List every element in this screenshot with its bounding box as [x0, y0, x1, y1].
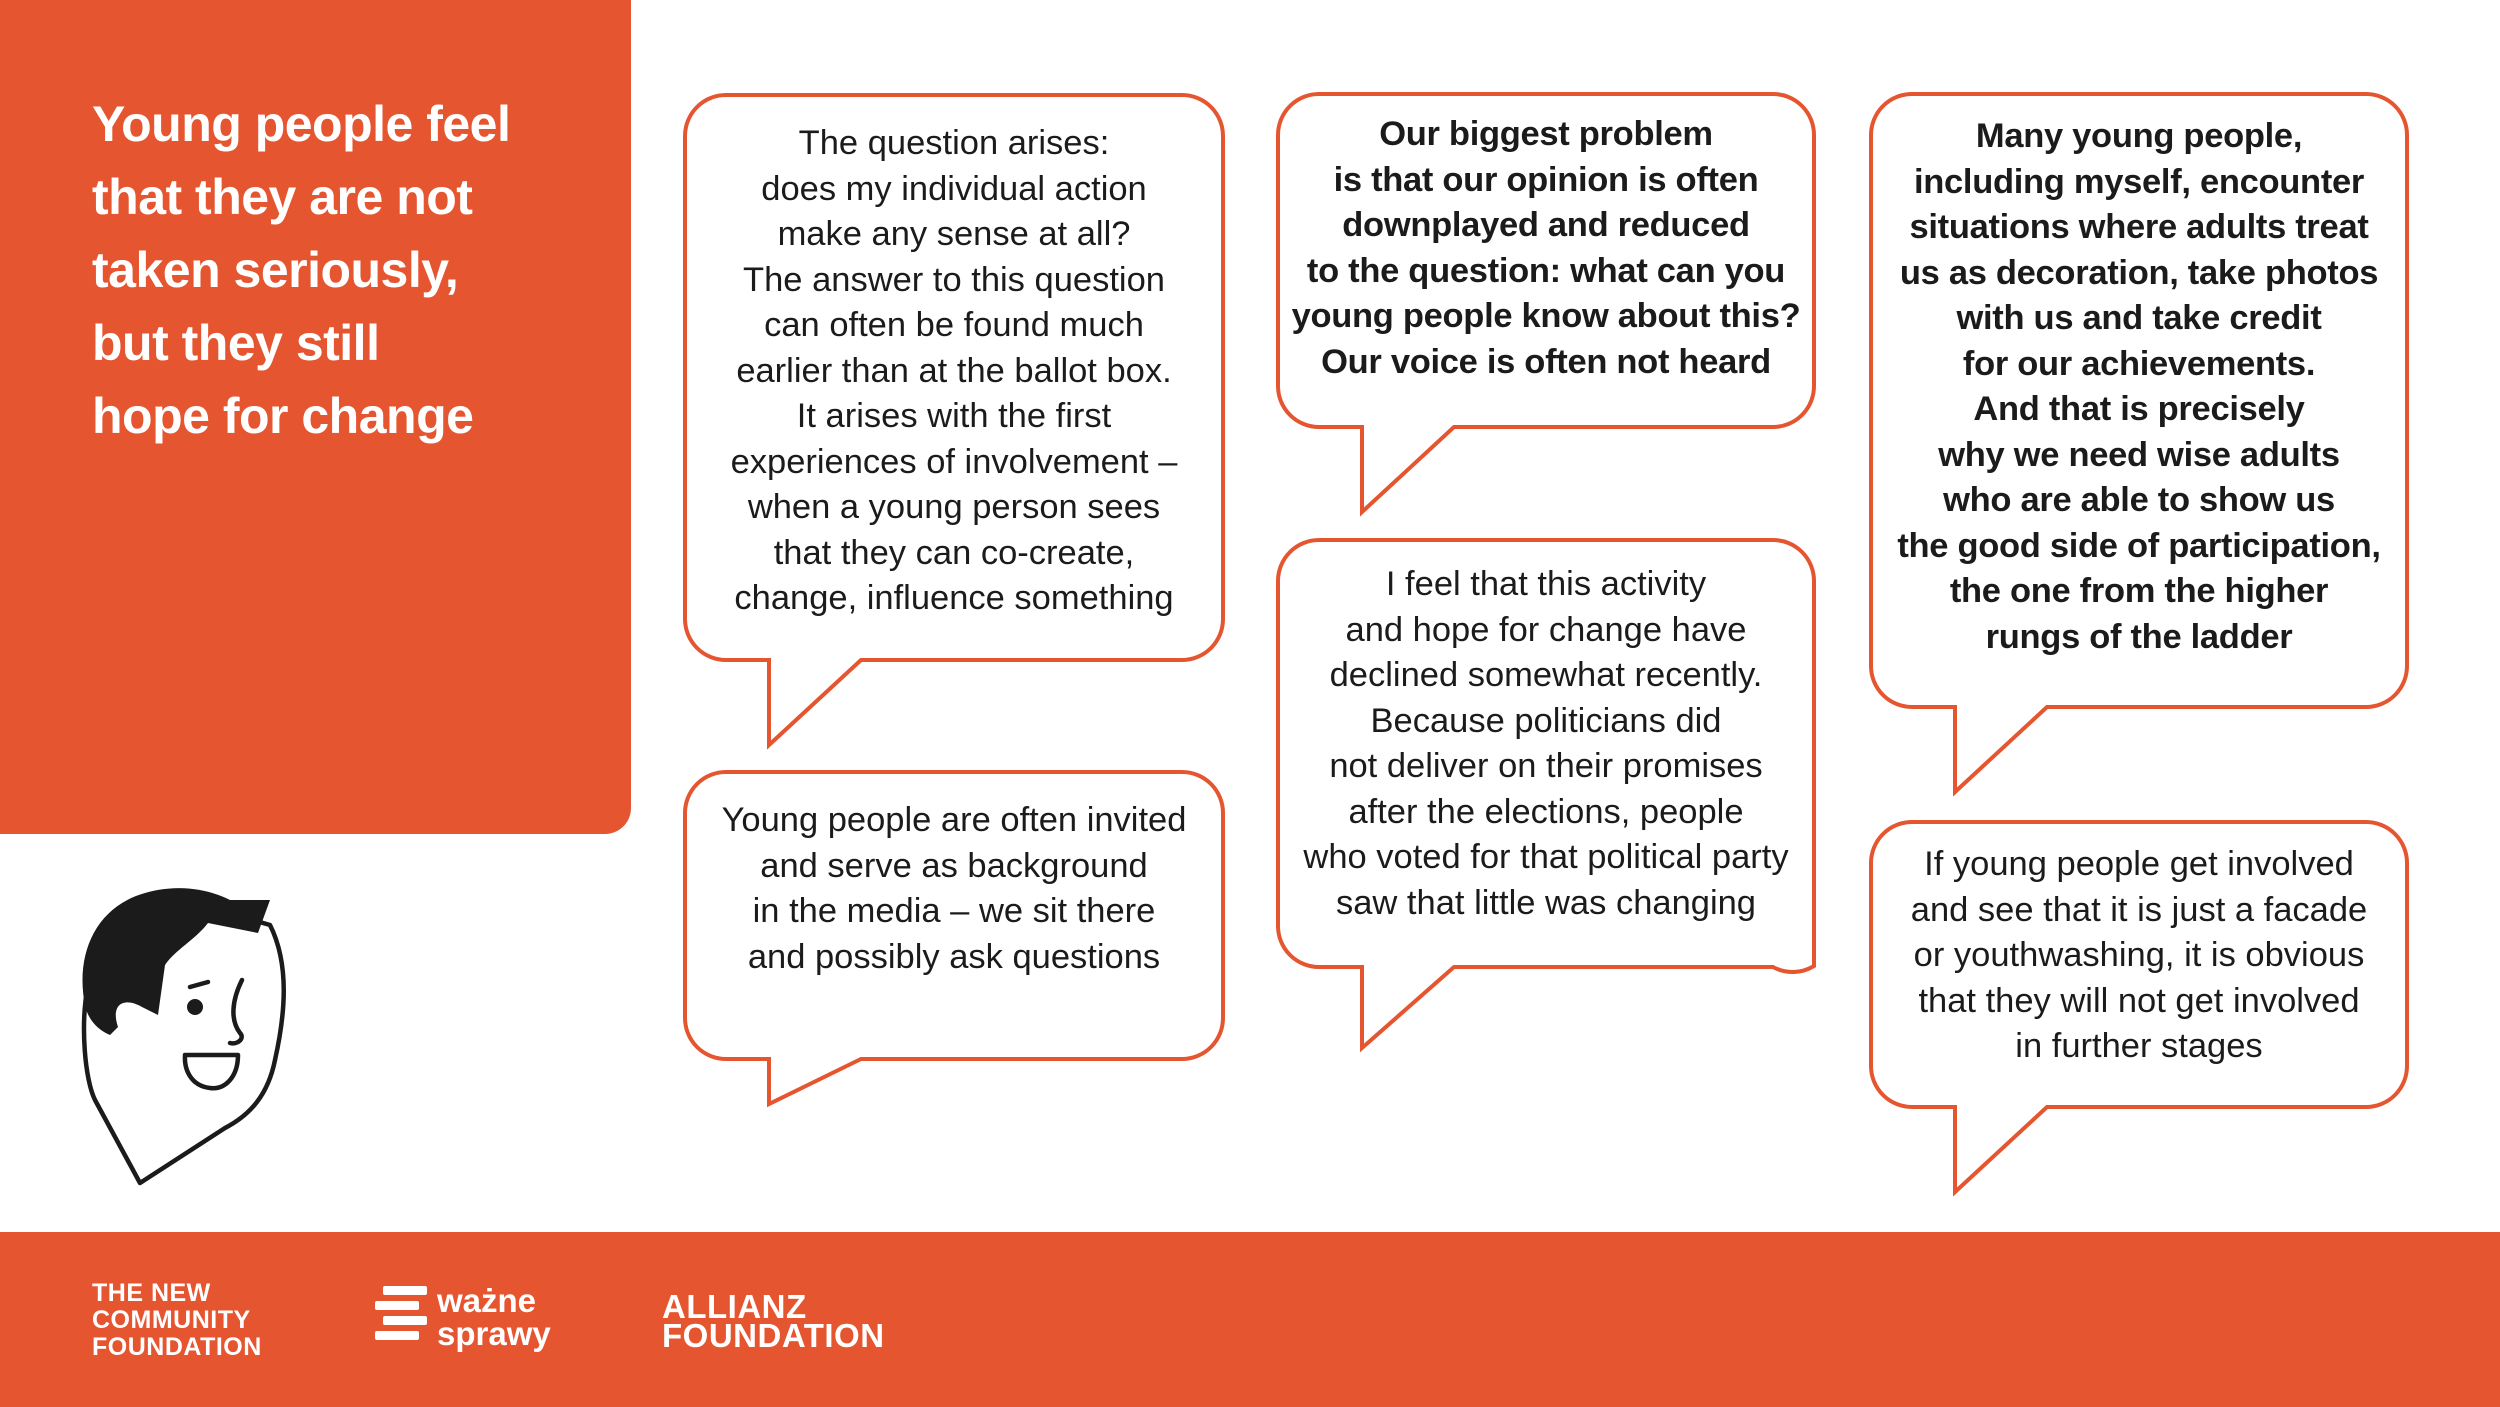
quote-text: If young people get involved and see that it is just a facade or youthwashing, it is obvious that they will not get involved in further stages [1910, 845, 2368, 1065]
stripes-icon [375, 1286, 427, 1342]
title-panel [0, 0, 631, 834]
footer [0, 1232, 2500, 1407]
quote-text: I feel that this activity and hope for change have declined somewhat recently. Because politicians did not deliver on their promises after the elections, people who voted for that political party saw that little was changing [1303, 565, 1789, 922]
smiling-young-man-face-icon [80, 885, 295, 1190]
quote-text: Young people are often invited and serve as background in the media – we sit there and possibly ask questions [721, 801, 1187, 976]
quote-text: Many young people, including myself, encounter situations where adults treat us as decoration, take photos with us and take credit for our achievements. And that is precisely why we need wise adults who are able to show us the good side of participation, the one from the higher rungs of the ladder [1897, 117, 2381, 656]
allianz-foundation-logo: ALLIANZ FOUNDATION [662, 1288, 885, 1354]
quote-text: Our biggest problem is that our opinion is often downplayed and reduced to the question: what can you young people know about this? Our voice is often not heard [1291, 115, 1801, 381]
new-community-foundation-logo: THE NEW COMMUNITY FOUNDATION [92, 1279, 262, 1361]
page-title: Young people feel that they are not taken seriously, but they still hope for change [92, 96, 511, 444]
quote-text: The question arises: does my individual action make any sense at all? The answer to this question can often be found much earlier than at the ballot box. It arises with the first experiences of involvement – when a young person sees that they can co-create, change, influence something [730, 124, 1178, 617]
wazne-sprawy-wordmark: ważne sprawy [437, 1282, 551, 1352]
